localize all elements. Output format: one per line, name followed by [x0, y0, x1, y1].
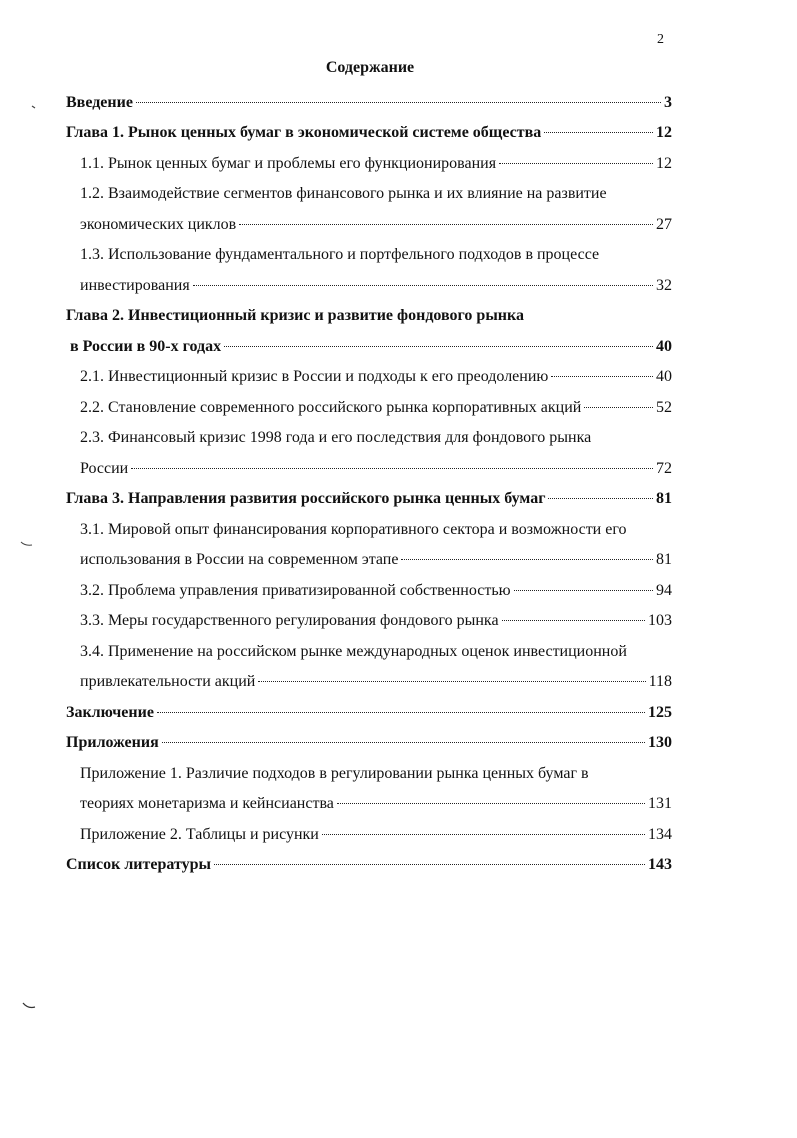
dot-leader — [322, 834, 645, 835]
toc-entry-page: 3 — [664, 94, 672, 111]
toc-entry-section-3-1-cont — [80, 551, 672, 573]
scan-artifact-mark — [22, 1002, 36, 1010]
toc-entry-section-1-2-cont — [80, 216, 672, 238]
toc-entry-appendix-1 — [80, 765, 672, 787]
dot-leader — [499, 163, 653, 164]
toc-entry-appendix-1-cont — [80, 795, 672, 817]
page-title: Содержание — [325, 59, 415, 76]
toc-entry-page: 81 — [656, 490, 672, 507]
toc-entry-section-2-3-cont — [80, 460, 672, 482]
toc-entry-section-3-2 — [80, 582, 672, 604]
toc-entry-section-2-1 — [80, 368, 672, 390]
toc-entry-chapter-1 — [66, 124, 672, 146]
toc-entry-text: Приложение 1. Различие подходов в регулировании рынка ценных бумаг в — [80, 765, 589, 782]
toc-entry-text: Приложение 2. Таблицы и рисунки — [80, 826, 319, 843]
toc-entry-text: 3.1. Мировой опыт финансирования корпоративного сектора и возможности его — [80, 521, 627, 538]
toc-entry-text: 2.3. Финансовый кризис 1998 года и его последствия для фондового рынка — [80, 429, 592, 446]
toc-entry-text: 3.2. Проблема управления приватизированной собственностью — [80, 582, 511, 599]
page-number: 2 — [657, 32, 664, 47]
toc-entry-text: Введение — [66, 94, 133, 111]
scan-artifact-mark — [30, 102, 44, 110]
dot-leader — [502, 620, 645, 621]
toc-entry-page: 134 — [648, 826, 672, 843]
toc-entry-text: Глава 2. Инвестиционный кризис и развитие фондового рынка — [66, 307, 524, 324]
dot-leader — [337, 803, 645, 804]
toc-entry-text: Глава 3. Направления развития российского рынка ценных бумаг — [66, 490, 546, 507]
dot-leader — [548, 498, 653, 499]
toc-entry-section-1-2 — [80, 185, 672, 207]
toc-entry-text: инвестирования — [80, 277, 190, 294]
toc-entry-page: 131 — [648, 795, 672, 812]
toc-entry-conclusion — [66, 704, 672, 726]
toc-entry-text: Список литературы — [66, 856, 211, 873]
toc-entry-text: Приложения — [66, 734, 159, 751]
dot-leader — [162, 742, 645, 743]
toc-entry-page: 103 — [648, 612, 672, 629]
toc-entry-page: 130 — [648, 734, 672, 751]
toc-entry-text: Заключение — [66, 704, 154, 721]
toc-entry-text: привлекательности акций — [80, 673, 256, 690]
toc-entry-introduction — [66, 94, 672, 116]
dot-leader — [551, 376, 653, 377]
toc-entry-section-1-3-cont — [80, 277, 672, 299]
toc-entry-page: 94 — [656, 582, 672, 599]
toc-entry-appendices — [66, 734, 672, 756]
toc-entry-page: 52 — [656, 399, 672, 416]
dot-leader — [584, 407, 653, 408]
toc-entry-text: в России в 90-х годах — [70, 338, 222, 355]
toc-entry-section-2-2 — [80, 399, 672, 421]
toc-entry-page: 81 — [656, 551, 672, 568]
toc-entry-section-3-4 — [80, 643, 672, 665]
toc-entry-section-3-3 — [80, 612, 672, 634]
toc-entry-section-3-4-cont — [80, 673, 672, 695]
toc-entry-text: Глава 1. Рынок ценных бумаг в экономической системе общества — [66, 124, 542, 141]
dot-leader — [157, 712, 645, 713]
toc-entry-text: экономических циклов — [80, 216, 237, 233]
toc-entry-text: 3.4. Применение на российском рынке международных оценок инвестиционной — [80, 643, 627, 660]
toc-entry-section-1-3 — [80, 246, 672, 268]
toc-entry-section-2-3 — [80, 429, 672, 451]
toc-entry-page: 125 — [648, 704, 672, 721]
scan-artifact-mark — [20, 540, 34, 548]
toc-entry-page: 40 — [656, 338, 672, 355]
dot-leader — [224, 346, 653, 347]
toc-entry-text: 3.3. Меры государственного регулирования фондового рынка — [80, 612, 499, 629]
toc-entry-page: 12 — [656, 155, 672, 172]
toc-entry-page: 72 — [656, 460, 672, 477]
toc-entry-text: России — [80, 460, 129, 477]
toc-entry-bibliography — [66, 856, 672, 878]
dot-leader — [401, 559, 653, 560]
dot-leader — [131, 468, 653, 469]
toc-entry-text: использования в России на современном этапе — [80, 551, 399, 568]
toc-entry-appendix-2 — [80, 826, 672, 848]
toc-entry-page: 12 — [656, 124, 672, 141]
dot-leader — [239, 224, 653, 225]
dot-leader — [258, 681, 645, 682]
dot-leader — [136, 102, 661, 103]
toc-entry-text: 2.2. Становление современного российского рынка корпоративных акций — [80, 399, 582, 416]
dot-leader — [214, 864, 645, 865]
toc-entry-text: 1.2. Взаимодействие сегментов финансового рынка и их влияние на развитие — [80, 185, 607, 202]
toc-entry-text: 2.1. Инвестиционный кризис в России и подходы к его преодолению — [80, 368, 549, 385]
toc-entry-page: 40 — [656, 368, 672, 385]
dot-leader — [514, 590, 653, 591]
toc-entry-text: теориях монетаризма и кейнсианства — [80, 795, 334, 812]
toc-entry-chapter-2 — [66, 307, 672, 329]
toc-entry-text: 1.3. Использование фундаментального и портфельного подходов в процессе — [80, 246, 600, 263]
toc-entry-section-3-1 — [80, 521, 672, 543]
toc-entry-page: 143 — [648, 856, 672, 873]
toc-entry-section-1-1 — [80, 155, 672, 177]
toc-entry-text: 1.1. Рынок ценных бумаг и проблемы его функционирования — [80, 155, 497, 172]
toc-entry-chapter-3 — [66, 490, 672, 512]
dot-leader — [544, 132, 653, 133]
toc-entry-chapter-2-cont — [70, 338, 672, 360]
dot-leader — [193, 285, 653, 286]
toc-entry-page: 27 — [656, 216, 672, 233]
toc-entry-page: 32 — [656, 277, 672, 294]
toc-entry-page: 118 — [648, 673, 672, 690]
